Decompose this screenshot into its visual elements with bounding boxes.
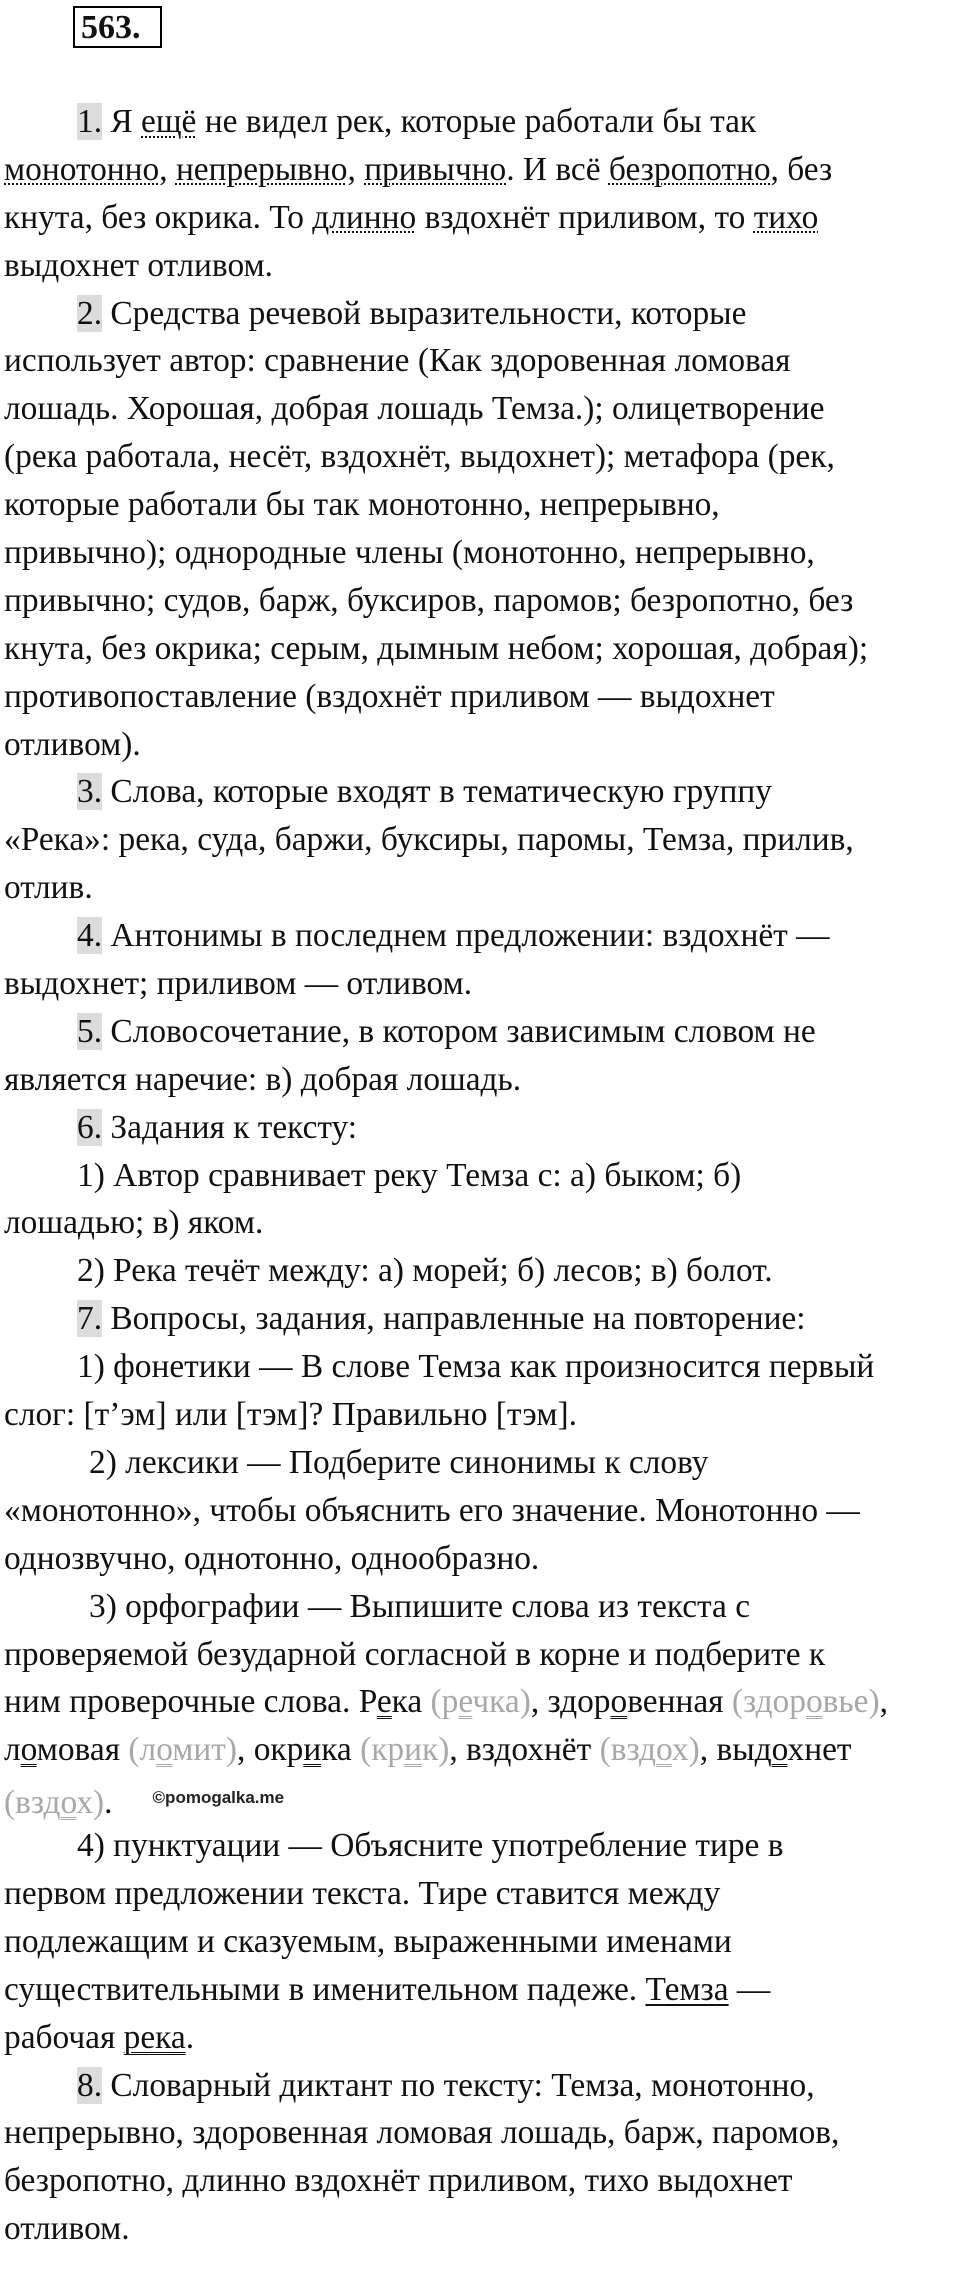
p2-line-9: противопоставление (вздохнёт приливом — выдохнет: [4, 677, 775, 715]
p7-lexics-3: однозвучно, однотонно, однообразно.: [4, 1539, 540, 1577]
p8-line-2: непрерывно, здоровенная ломовая лошадь, барж, паромов,: [4, 2114, 840, 2152]
item-number-2: 2.: [77, 294, 103, 332]
exercise-number-box: 563.: [73, 6, 162, 48]
p7-phonetics-1: 1) фонетики — В слове Темза как произносится первый: [77, 1348, 875, 1386]
p1-line-1: 1. Я ещё не видел рек, которые работали бы так: [77, 103, 757, 140]
p2-line-2: использует автор: сравнение (Как здоровенная ломовая: [4, 342, 791, 380]
p6-line-1: 6. Задания к тексту:: [77, 1108, 358, 1146]
p3-line-2: «Река»: река, суда, баржи, буксиры, паромы, Темза, прилив,: [4, 821, 854, 859]
p7-punct-3: подлежащим и сказуемым, выраженными именами: [4, 1922, 732, 1960]
p7-ortho-4: ломовая (ломит), окрика (крик), вздохнёт (вздох), выдохнет: [4, 1731, 852, 1769]
p7-ortho-3: ним проверочные слова. Река (речка), здоровенная (здоровье),: [4, 1683, 888, 1721]
solution-text: [4, 98, 956, 2253]
p6-question-2: 2) Река течёт между: а) морей; б) лесов; в) болот.: [77, 1252, 773, 1290]
p2-line-6: привычно); однородные члены (монотонно, непрерывно,: [4, 534, 815, 572]
p2-line-5: которые работали бы так монотонно, непрерывно,: [4, 486, 720, 524]
p7-ortho-5: (вздох). $^{©pomogalka.me}$: [4, 1784, 285, 1822]
p7-ortho-2: проверяемой безударной согласной в корне и подберите к: [4, 1635, 826, 1673]
p7-punct-5: рабочая река.: [4, 2018, 195, 2056]
item-number-5: 5.: [77, 1012, 103, 1050]
p7-punct-1: 4) пунктуации — Объясните употребление тире в: [77, 1827, 784, 1865]
p1-line-2: монотонно, непрерывно, привычно. И всё безропотно, без: [4, 150, 833, 188]
p2-line-3: лошадь. Хорошая, добрая лошадь Темза.); олицетворение: [4, 390, 825, 428]
watermark: ©pomogalka.me: [152, 1788, 285, 1808]
p5-line-1: 5. Словосочетание, в котором зависимым словом не: [77, 1012, 816, 1050]
p7-punct-2: первом предложении текста. Тире ставится между: [4, 1874, 721, 1912]
p8-line-4: отливом.: [4, 2210, 130, 2248]
item-number-1: 1.: [77, 103, 103, 140]
item-number-4: 4.: [77, 917, 103, 955]
p2-line-8: кнута, без окрика; серым, дымным небом; хорошая, добрая);: [4, 629, 869, 667]
p7-phonetics-2: слог: [т’эм] или [тэм]? Правильно [тэм].: [4, 1396, 577, 1434]
p7-ortho-1: 3) орфографии — Выпишите слова из текста с: [89, 1587, 751, 1625]
p2-line-10: отливом).: [4, 725, 141, 763]
p5-line-2: является наречие: в) добрая лошадь.: [4, 1060, 522, 1098]
p4-line-1: 4. Антонимы в последнем предложении: вздохнёт —: [77, 917, 830, 955]
p1-line-4: выдохнет отливом.: [4, 246, 273, 284]
p7-punct-4: существительными в именительном падеже. Темза —: [4, 1970, 771, 2008]
item-number-8: 8.: [77, 2066, 103, 2104]
p2-line-1: 2. Средства речевой выразительности, которые: [77, 294, 747, 332]
p7-lexics-1: 2) лексики — Подберите синонимы к слову: [89, 1443, 709, 1481]
item-number-6: 6.: [77, 1108, 103, 1146]
p8-line-3: безропотно, длинно вздохнёт приливом, тихо выдохнет: [4, 2162, 793, 2200]
p4-line-2: выдохнет; приливом — отливом.: [4, 965, 473, 1003]
p7-line-1: 7. Вопросы, задания, направленные на повторение:: [77, 1300, 806, 1338]
item-number-7: 7.: [77, 1300, 103, 1338]
p3-line-3: отлив.: [4, 869, 93, 907]
p7-lexics-2: «монотонно», чтобы объяснить его значение. Монотонно —: [4, 1491, 860, 1529]
p6-question-1b: лошадью; в) яком.: [4, 1204, 264, 1242]
p8-line-1: 8. Словарный диктант по тексту: Темза, монотонно,: [77, 2066, 815, 2104]
p2-line-7: привычно; судов, барж, буксиров, паромов; безропотно, без: [4, 581, 854, 619]
p3-line-1: 3. Слова, которые входят в тематическую группу: [77, 773, 772, 811]
p1-line-3: кнута, без окрика. То длинно вздохнёт приливом, то тихо: [4, 198, 819, 236]
item-number-3: 3.: [77, 773, 103, 811]
exercise-number: 563: [81, 9, 132, 46]
p2-line-4: (река работала, несёт, вздохнёт, выдохнет); метафора (рек,: [4, 438, 835, 476]
p6-question-1a: 1) Автор сравнивает реку Темза с: а) быком; б): [77, 1156, 742, 1194]
